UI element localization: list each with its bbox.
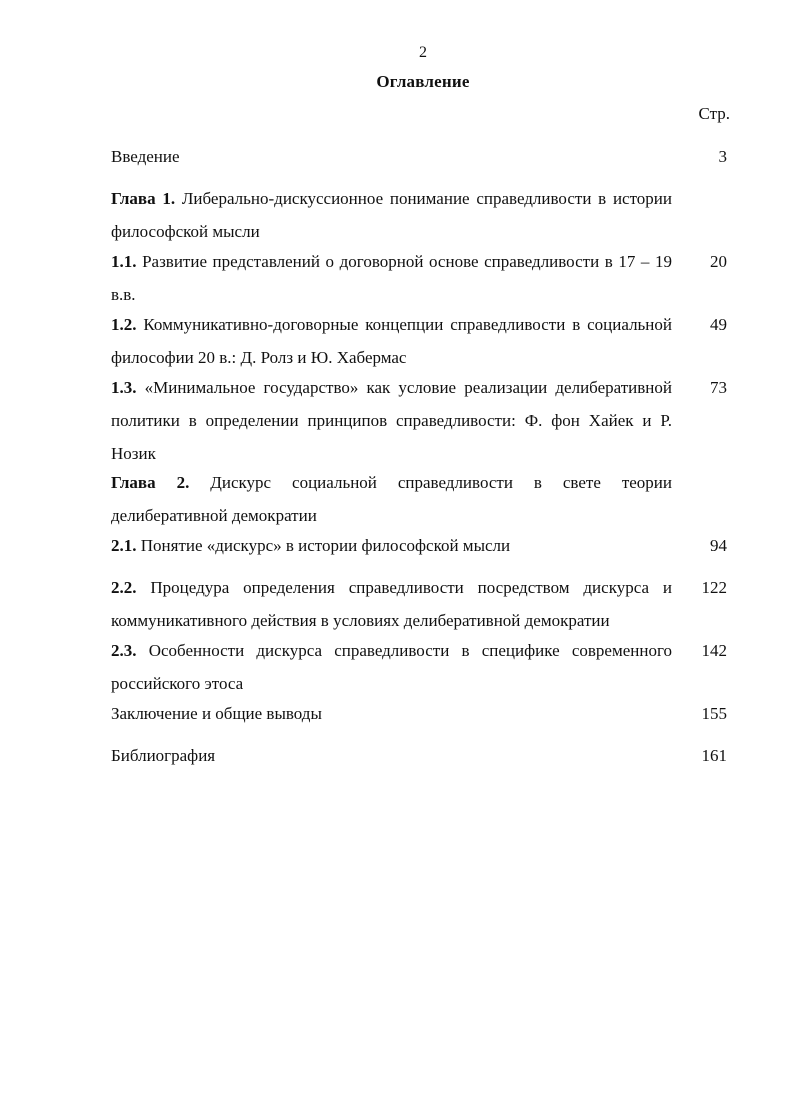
entry-page: 3	[718, 147, 727, 166]
entry-text: Процедура определения справедливости посредством дискурса и коммуникативного действия в условиях делиберативной демократии	[111, 578, 672, 630]
entry-label: Глава 1.	[111, 189, 176, 208]
toc-entry	[111, 571, 727, 637]
entry-page: 73	[710, 378, 727, 397]
entry-page: 161	[701, 746, 727, 765]
toc-title: Оглавление	[376, 72, 470, 91]
entry-page: 155	[701, 704, 727, 723]
entry-label: 1.1.	[111, 252, 137, 271]
toc-entry	[111, 466, 672, 532]
pages-column-header: Стр.	[698, 104, 730, 123]
entry-label: 1.2.	[111, 315, 137, 334]
toc-entry	[111, 308, 727, 374]
entry-label: 2.2.	[111, 578, 137, 597]
toc-entry	[111, 634, 727, 700]
entry-text: Коммуникативно-договорные концепции справедливости в социальной философии 20 в.: Д. Ролз и Ю. Хабермас	[111, 315, 672, 367]
entry-page: 142	[701, 641, 727, 660]
toc-entry	[111, 739, 727, 772]
entry-text: Заключение и общие выводы	[111, 704, 322, 723]
entry-text: Дискурс социальной справедливости в свете теории делиберативной демократии	[111, 473, 672, 525]
entry-page: 49	[710, 315, 727, 334]
entry-text: Понятие «дискурс» в истории философской мысли	[136, 536, 511, 555]
entry-page: 122	[701, 578, 727, 597]
entry-page: 94	[710, 536, 727, 555]
entry-text: «Минимальное государство» как условие реализации делиберативной политики в определении принципов справедливости: Ф. фон Хайек и Р. Нозик	[111, 378, 672, 463]
toc-entry	[111, 529, 727, 562]
toc-entry	[111, 182, 672, 248]
entry-page: 20	[710, 252, 727, 271]
entry-label: 2.1.	[111, 536, 137, 555]
entry-text: Развитие представлений о договорной основе справедливости в 17 – 19 в.в.	[111, 252, 672, 304]
entry-text: Либерально-дискуссионное понимание справедливости в истории философской мысли	[111, 189, 672, 241]
entry-label: 1.3.	[111, 378, 137, 397]
entry-text: Особенности дискурса справедливости в специфике современного российского этоса	[111, 641, 672, 693]
toc-entry	[111, 371, 727, 470]
entry-label: 2.3.	[111, 641, 137, 660]
toc-entry	[111, 140, 727, 173]
page-number: 2	[419, 44, 427, 61]
toc-entry	[111, 697, 727, 730]
entry-text: Введение	[111, 147, 180, 166]
entry-label: Глава 2.	[111, 473, 190, 492]
toc-entry	[111, 245, 727, 311]
entry-text: Библиография	[111, 746, 216, 765]
